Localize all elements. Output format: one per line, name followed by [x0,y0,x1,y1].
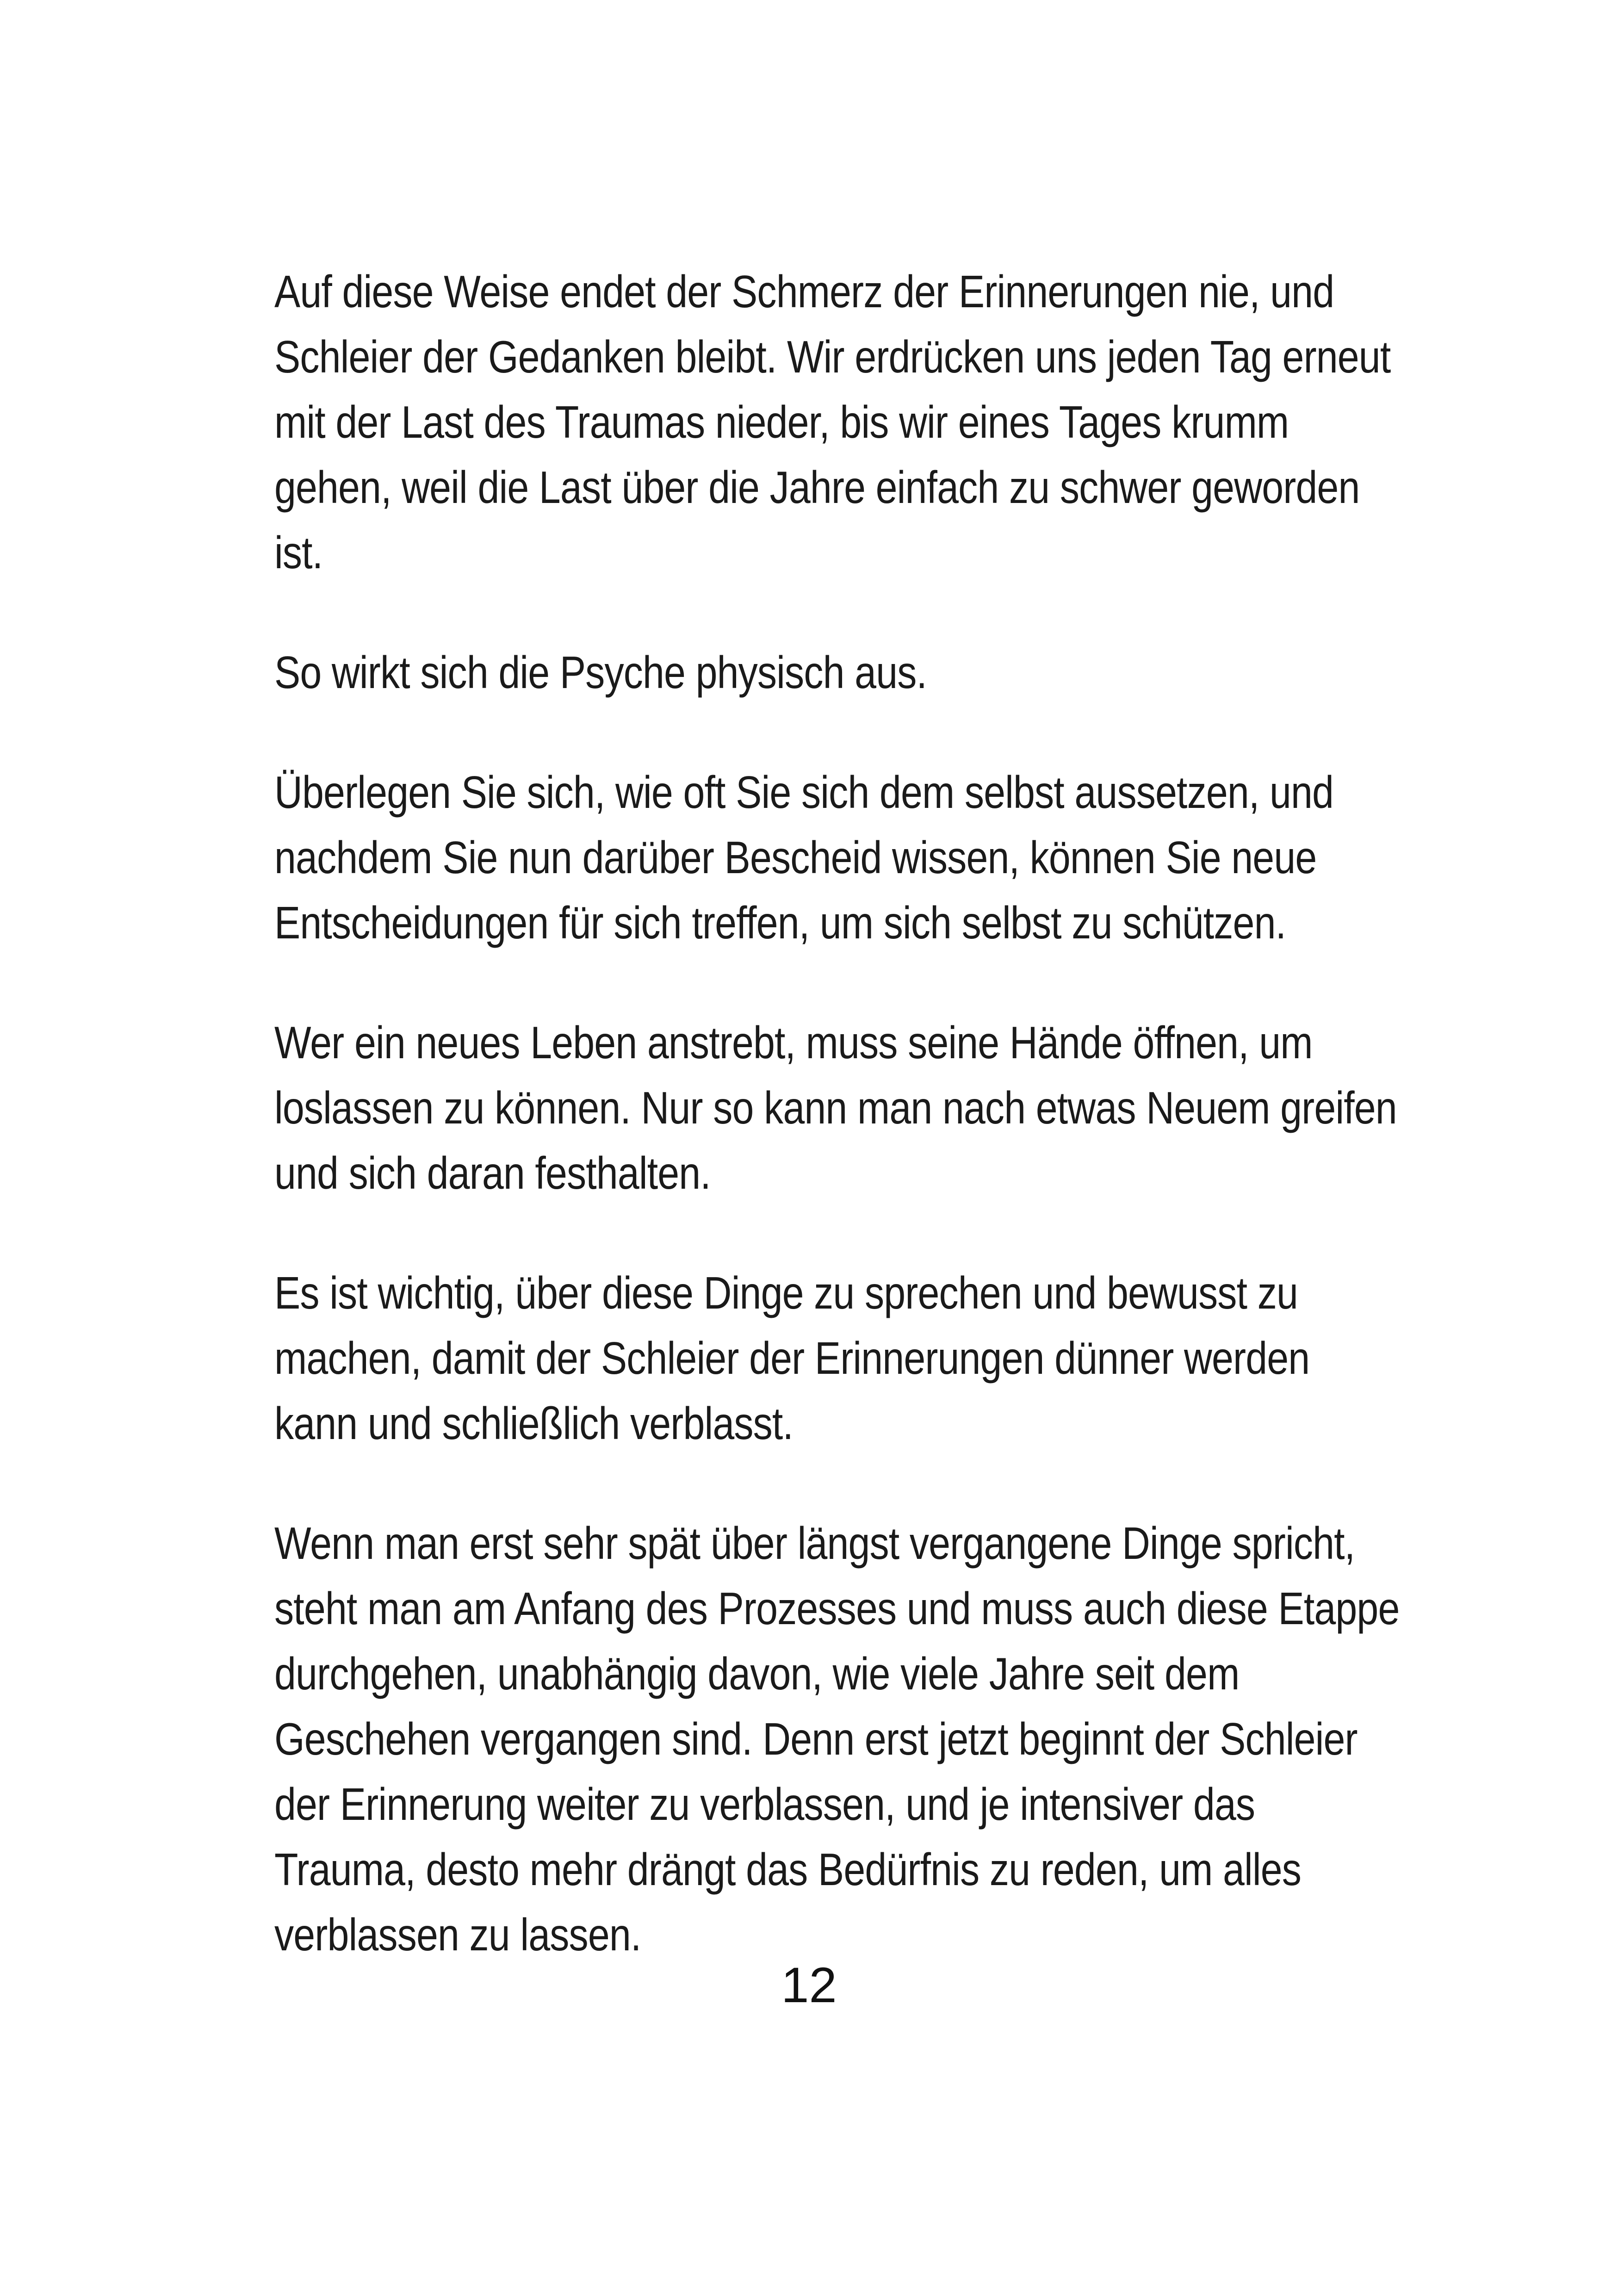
text-line: verblassen zu lassen. [274,1909,641,1960]
text-line: Auf diese Weise endet der Schmerz der Erinnerungen nie, und [274,266,1334,317]
body-text [274,259,1400,2022]
paragraph [274,259,1391,585]
text-line: mit der Last des Traumas nieder, bis wir eines Tages krumm [274,397,1289,447]
page-number: 12 [781,1957,837,2013]
text-line: Geschehen vergangen sind. Denn erst jetzt beginnt der Schleier [274,1713,1358,1764]
text-line: kann und schließlich verblasst. [274,1398,794,1449]
text-line: machen, damit der Schleier der Erinnerungen dünner werden [274,1333,1310,1384]
text-line: steht man am Anfang des Prozesses und muss auch diese Etappe [274,1583,1400,1634]
paragraph [274,640,1229,705]
text-line: Es ist wichtig, über diese Dinge zu sprechen und bewusst zu [274,1267,1298,1318]
paragraph [274,1260,1310,1456]
paragraph [274,760,1334,956]
text-line: der Erinnerung weiter zu verblassen, und je intensiver das [274,1779,1255,1830]
text-line: gehen, weil die Last über die Jahre einfach zu schwer geworden [274,462,1360,513]
text-line: Überlegen Sie sich, wie oft Sie sich dem selbst aussetzen, und [274,767,1334,818]
text-line: durchgehen, unabhängig davon, wie viele Jahre seit dem [274,1648,1240,1699]
text-line: loslassen zu können. Nur so kann man nach etwas Neuem greifen [274,1082,1397,1133]
text-line: Schleier der Gedanken bleibt. Wir erdrücken uns jeden Tag erneut [274,331,1391,382]
text-line: und sich daran festhalten. [274,1148,711,1198]
text-line: ist. [274,527,323,578]
text-line: Wenn man erst sehr spät über längst vergangene Dinge spricht, [274,1518,1355,1569]
text-line: Trauma, desto mehr drängt das Bedürfnis zu reden, um alles [274,1844,1302,1895]
text-line: nachdem Sie nun darüber Bescheid wissen, können Sie neue [274,832,1317,883]
paragraph [274,1511,1400,1967]
text-line: So wirkt sich die Psyche physisch aus. [274,647,927,698]
paragraph [274,1010,1397,1206]
text-line: Entscheidungen für sich treffen, um sich selbst zu schützen. [274,897,1286,948]
text-line: Wer ein neues Leben anstrebt, muss seine Hände öffnen, um [274,1017,1313,1068]
